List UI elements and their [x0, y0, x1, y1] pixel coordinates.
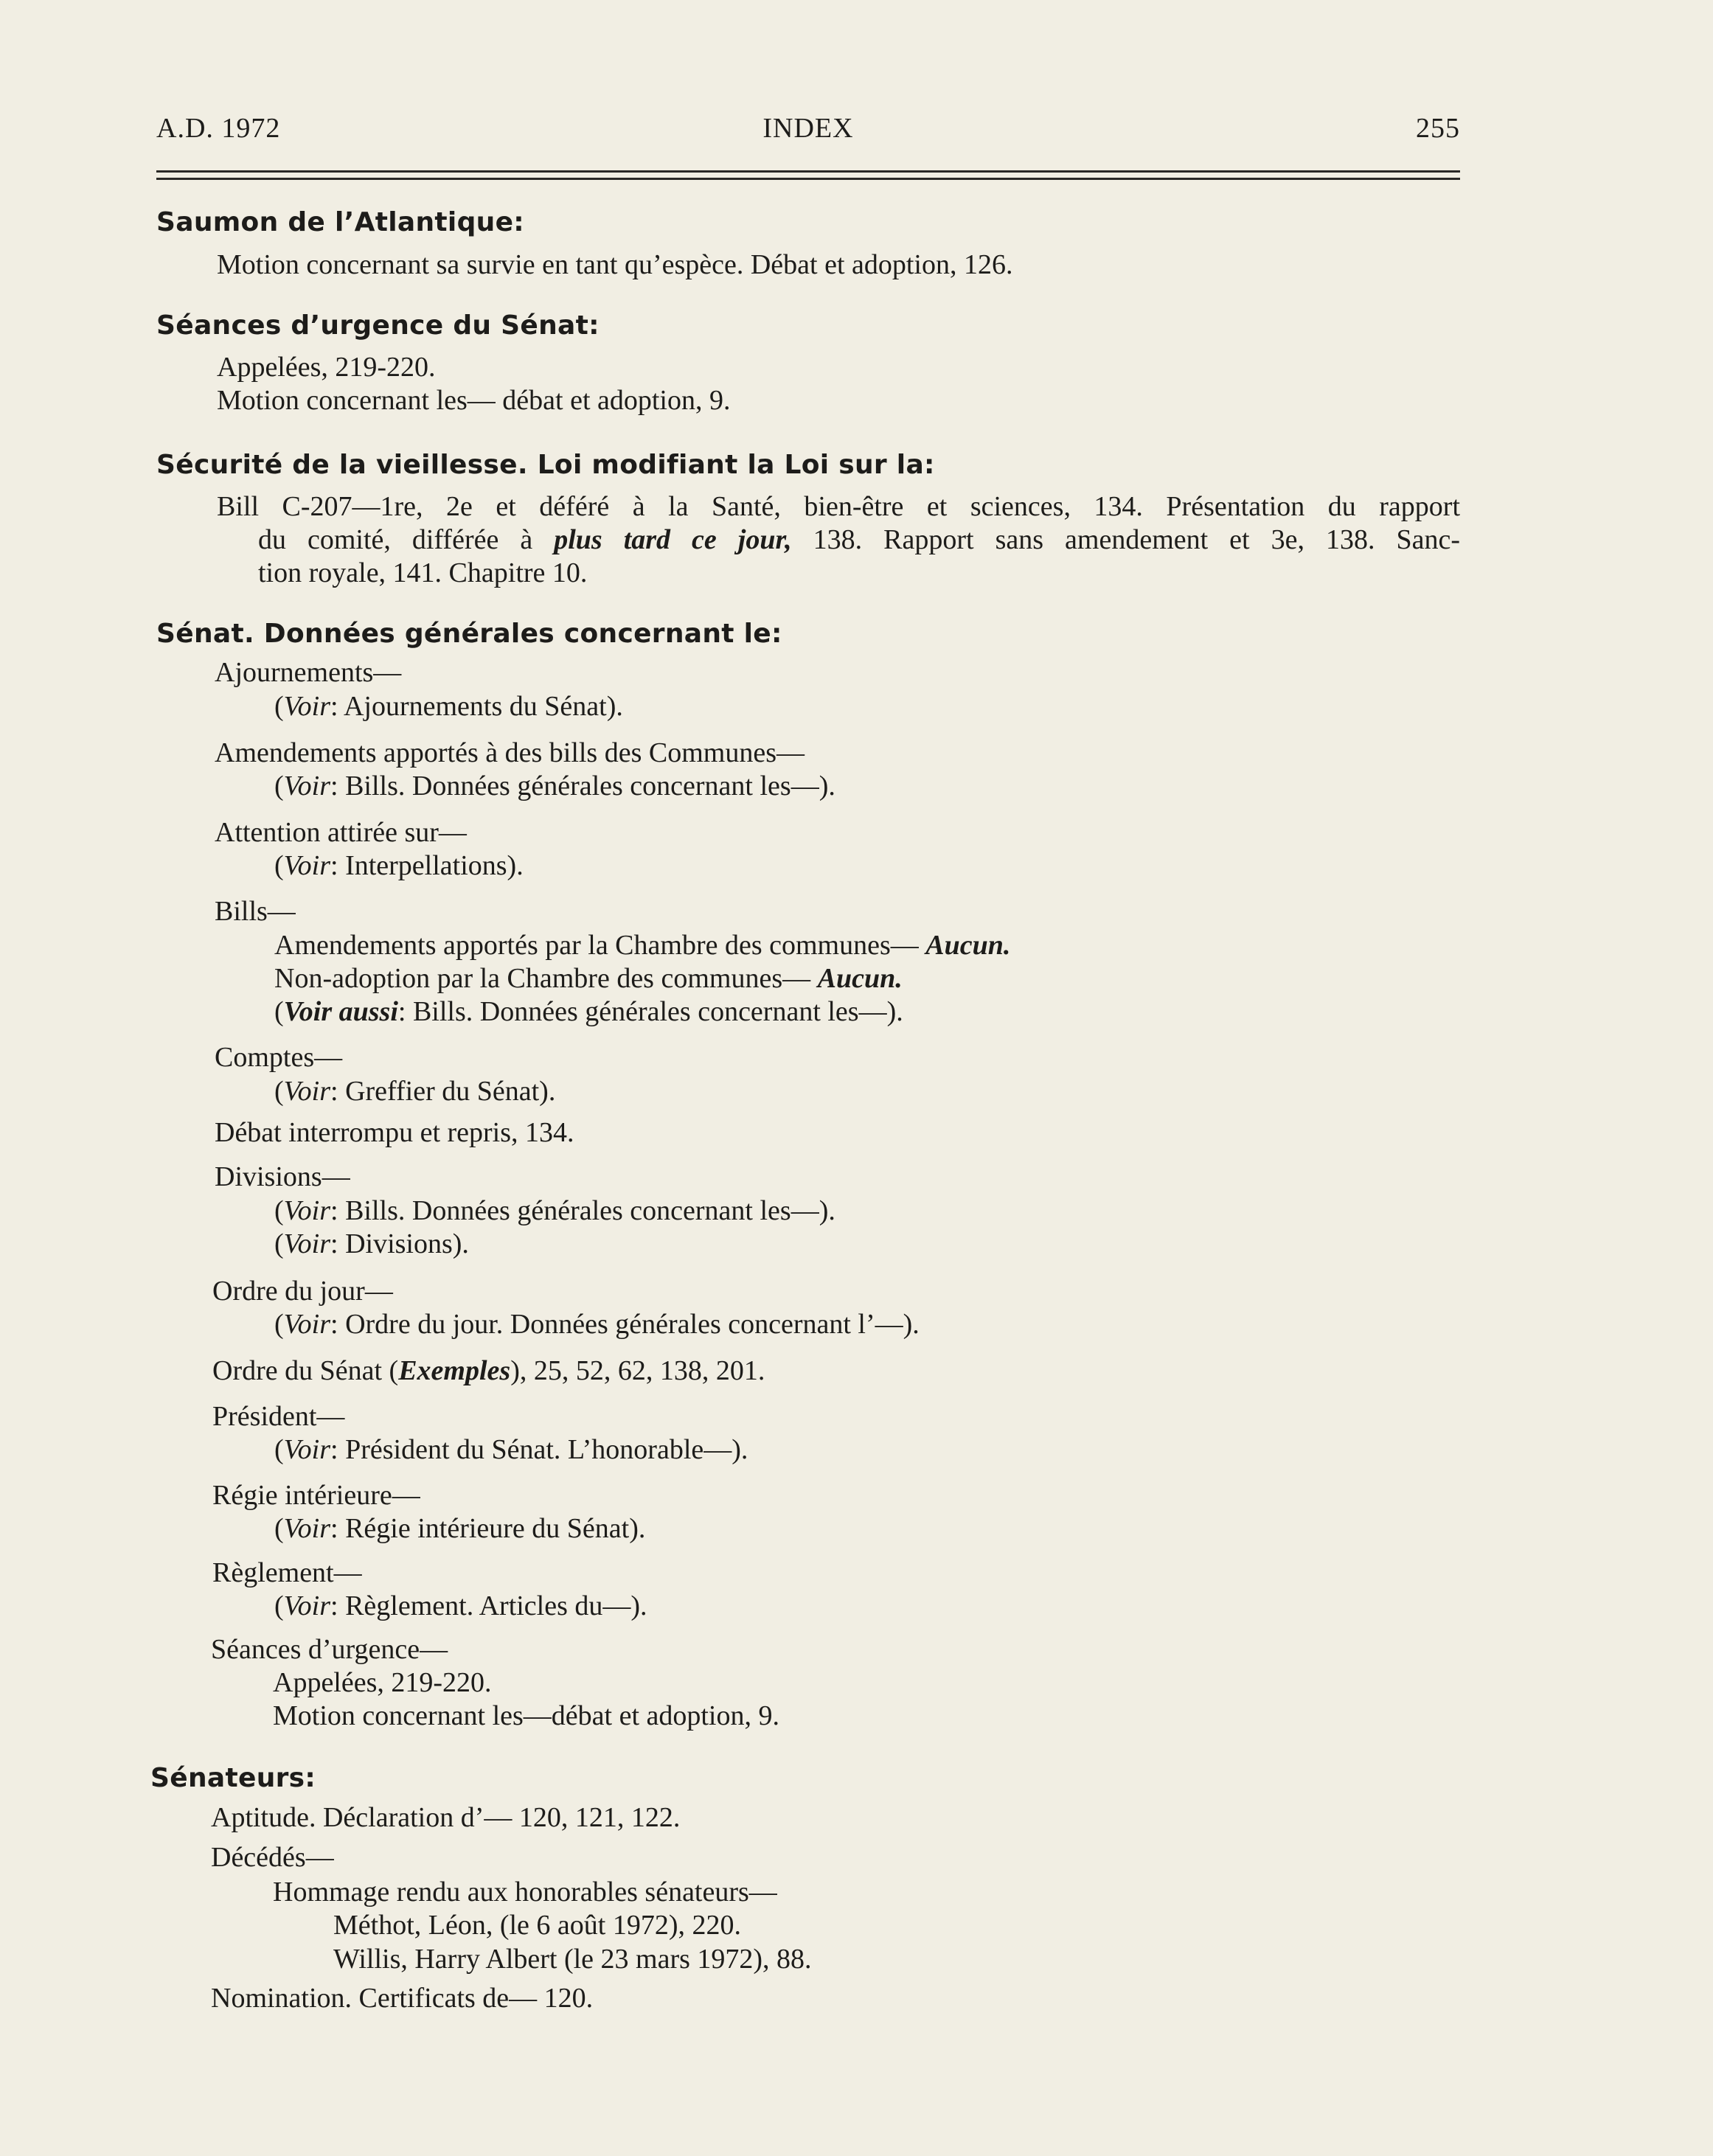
subentry-president: Président—: [212, 1401, 345, 1432]
see-reference: (Voir: Interpellations).: [274, 850, 524, 881]
see-reference: (Voir: Régie intérieure du Sénat).: [274, 1513, 646, 1544]
subentry-line: Méthot, Léon, (le 6 août 1972), 220.: [333, 1910, 742, 1941]
subentry-line: Hommage rendu aux honorables sénateurs—: [273, 1877, 777, 1908]
subentry-seances: Séances d’urgence—: [211, 1634, 448, 1665]
subentry-aptitude: Aptitude. Déclaration d’— 120, 121, 122.: [211, 1802, 681, 1833]
entry-line: [217, 490, 1460, 524]
see-reference: (Voir: Ordre du jour. Données générales concernant l’—).: [274, 1309, 920, 1340]
page-header: [156, 112, 1460, 153]
entry-line: Motion concernant sa survie en tant qu’espèce. Débat et adoption, 126.: [217, 249, 1013, 280]
entry-text: Bill C-207—1re, 2e et déféré à la Santé, bien-être et sciences, 134. Présentation du rapport: [217, 491, 1460, 522]
subentry-line: Non-adoption par la Chambre des communes— Aucun.: [274, 963, 903, 994]
entry-line: tion royale, 141. Chapitre 10.: [258, 557, 588, 588]
subentry-attention: Attention attirée sur—: [215, 817, 467, 848]
see-reference: (Voir aussi: Bills. Données générales concernant les—).: [274, 996, 903, 1027]
subentry-amendements: Amendements apportés à des bills des Communes—: [215, 737, 805, 768]
see-reference: (Voir: Ajournements du Sénat).: [274, 691, 623, 722]
subentry-ordre-du-senat: Ordre du Sénat (Exemples), 25, 52, 62, 138, 201.: [212, 1355, 765, 1386]
subentry-nomination: Nomination. Certificats de— 120.: [211, 1983, 594, 2014]
entry-heading-saumon: Saumon de l’Atlantique:: [156, 207, 524, 237]
entry-heading-senat: Sénat. Données générales concernant le:: [156, 619, 782, 649]
see-reference: (Voir: Greffier du Sénat).: [274, 1076, 556, 1107]
header-title: INDEX: [762, 113, 854, 144]
entry-line: [258, 523, 1460, 557]
subentry-ordre-du-jour: Ordre du jour—: [212, 1276, 393, 1307]
see-reference: (Voir: Divisions).: [274, 1228, 469, 1259]
see-reference: (Voir: Bills. Données générales concernant les—).: [274, 771, 835, 801]
entry-line: Appelées, 219-220.: [217, 352, 436, 383]
subentry-divisions: Divisions—: [215, 1161, 350, 1192]
header-rule-bottom: [156, 178, 1460, 180]
entry-heading-senateurs: Sénateurs:: [150, 1763, 316, 1793]
see-reference: (Voir: Règlement. Articles du—).: [274, 1590, 647, 1621]
entry-heading-seances: Séances d’urgence du Sénat:: [156, 310, 600, 341]
subentry-comptes: Comptes—: [215, 1042, 343, 1073]
header-year: A.D. 1972: [156, 113, 281, 144]
subentry-reglement: Règlement—: [212, 1557, 362, 1588]
entry-heading-securite: Sécurité de la vieillesse. Loi modifiant la Loi sur la:: [156, 450, 935, 480]
subentry-line: Amendements apportés par la Chambre des communes— Aucun.: [274, 930, 1011, 961]
header-rule-top: [156, 170, 1460, 173]
see-reference: (Voir: Président du Sénat. L’honorable—).: [274, 1434, 748, 1465]
entry-line: Motion concernant les— débat et adoption, 9.: [217, 385, 731, 416]
subentry-decedes: Décédés—: [211, 1842, 334, 1873]
subentry-line: Motion concernant les—débat et adoption, 9.: [273, 1700, 779, 1731]
page-number: 255: [1416, 113, 1460, 144]
subentry-regie: Régie intérieure—: [212, 1480, 420, 1511]
subentry-debat: Débat interrompu et repris, 134.: [215, 1117, 574, 1148]
entry-text: du comité, différée à plus tard ce jour, 138. Rapport sans amendement et 3e, 138. Sanc-: [258, 524, 1460, 555]
subentry-ajournements: Ajournements—: [215, 657, 402, 688]
subentry-bills: Bills—: [215, 896, 296, 927]
subentry-line: Appelées, 219-220.: [273, 1667, 492, 1698]
subentry-line: Willis, Harry Albert (le 23 mars 1972), 88.: [333, 1944, 812, 1975]
see-reference: (Voir: Bills. Données générales concernant les—).: [274, 1195, 835, 1226]
